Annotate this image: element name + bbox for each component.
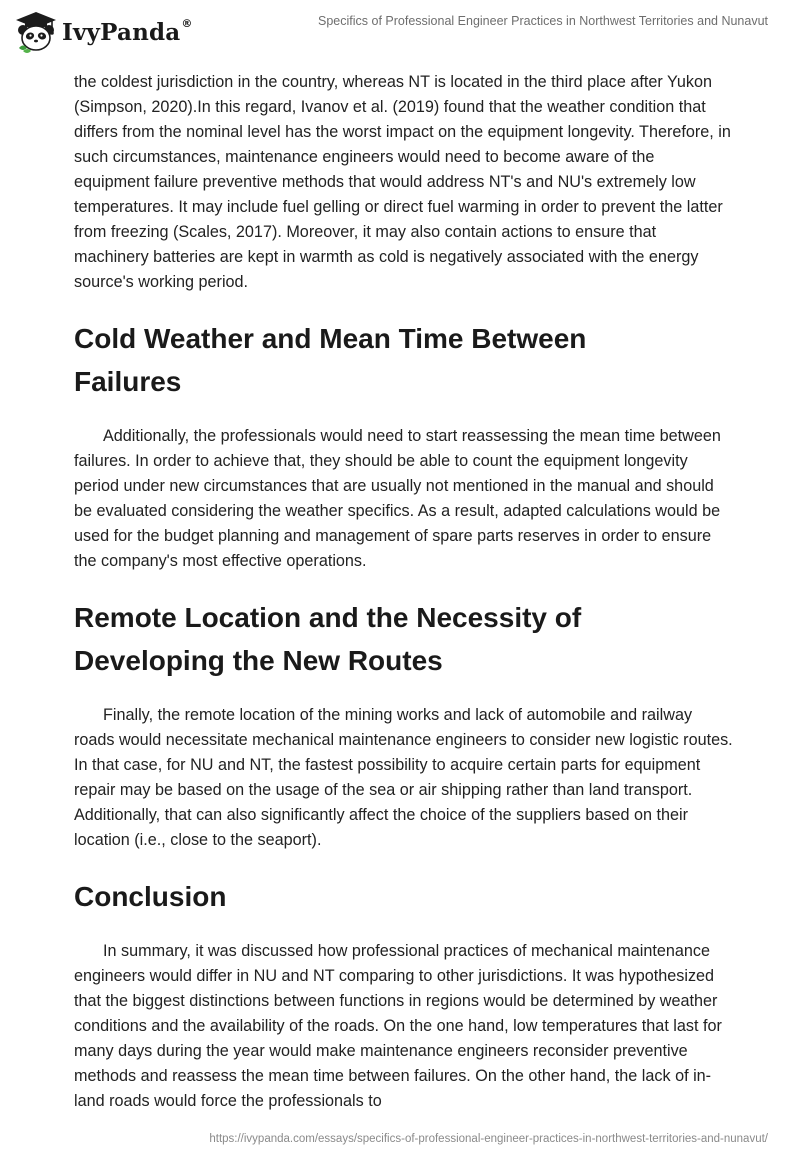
heading-conclusion: Conclusion (74, 881, 227, 912)
paragraph-conclusion: In summary, it was discussed how professional practices of mechanical maintenance engineers would differ in NU and NT comparing to other jurisdictions. It was hypothesized that the biggest distinctions between functions in regions would be determined by weather conditions and the availability of the roads. On the one hand, low temperatures that last for many days during the year would make maintenance engineers reconsider preventive methods and reassess the mean time between failures. On the other hand, the lack of in-land roads would force the professionals to (74, 942, 722, 1110)
essay-content (74, 70, 734, 1114)
panda-graduate-icon (14, 10, 58, 54)
document-title: Specifics of Professional Engineer Practices in Northwest Territories and Nunavut (318, 14, 768, 28)
heading-cold-weather: Cold Weather and Mean Time Between Failures (74, 323, 587, 397)
logo-name: IvyPanda (62, 18, 181, 46)
paragraph-cold-weather: Additionally, the professionals would need to start reassessing the mean time between failures. In order to achieve that, they should be able to count the equipment longevity period under new circumstances that are usually not mentioned in the manual and should be evaluated considering the weather specifics. As a result, adapted calculations would be used for the budget planning and management of spare parts reserves in order to ensure the company's most effective operations. (74, 427, 721, 570)
heading-remote-location: Remote Location and the Necessity of Developing the New Routes (74, 602, 582, 676)
page-header (0, 0, 800, 70)
logo-text (62, 16, 193, 46)
source-url-link[interactable]: https://ivypanda.com/essays/specifics-of-professional-engineer-practices-in-northwest-territories-and-nunavut/ (209, 1133, 768, 1145)
registered-mark: ® (181, 16, 193, 30)
ivypanda-logo[interactable] (14, 10, 193, 54)
paragraph-intro: the coldest jurisdiction in the country, whereas NT is located in the third place after Yukon (Simpson, 2020).In this regard, Ivanov et al. (2019) found that the weather condition that differs from the nominal level has the worst impact on the equipment longevity. Therefore, in such circumstances, maintenance engineers would need to become aware of the equipment failure preventive methods that would address NT's and NU's extremely low temperatures. It may include fuel gelling or direct fuel warming in order to prevent the latter from freezing (Scales, 2017). Moreover, it may also contain actions to ensure that machinery batteries are kept in warmth as cold is negatively associated with the energy source's working period. (74, 73, 731, 291)
paragraph-remote-location: Finally, the remote location of the mining works and lack of automobile and railway roads would necessitate mechanical maintenance engineers to consider new logistic routes. In that case, for NU and NT, the fastest possibility to acquire certain parts for equipment repair may be based on the usage of the sea or air shipping rather than land transport. Additionally, that can also significantly affect the choice of the suppliers based on their location (i.e., close to the seaport). (74, 706, 733, 849)
